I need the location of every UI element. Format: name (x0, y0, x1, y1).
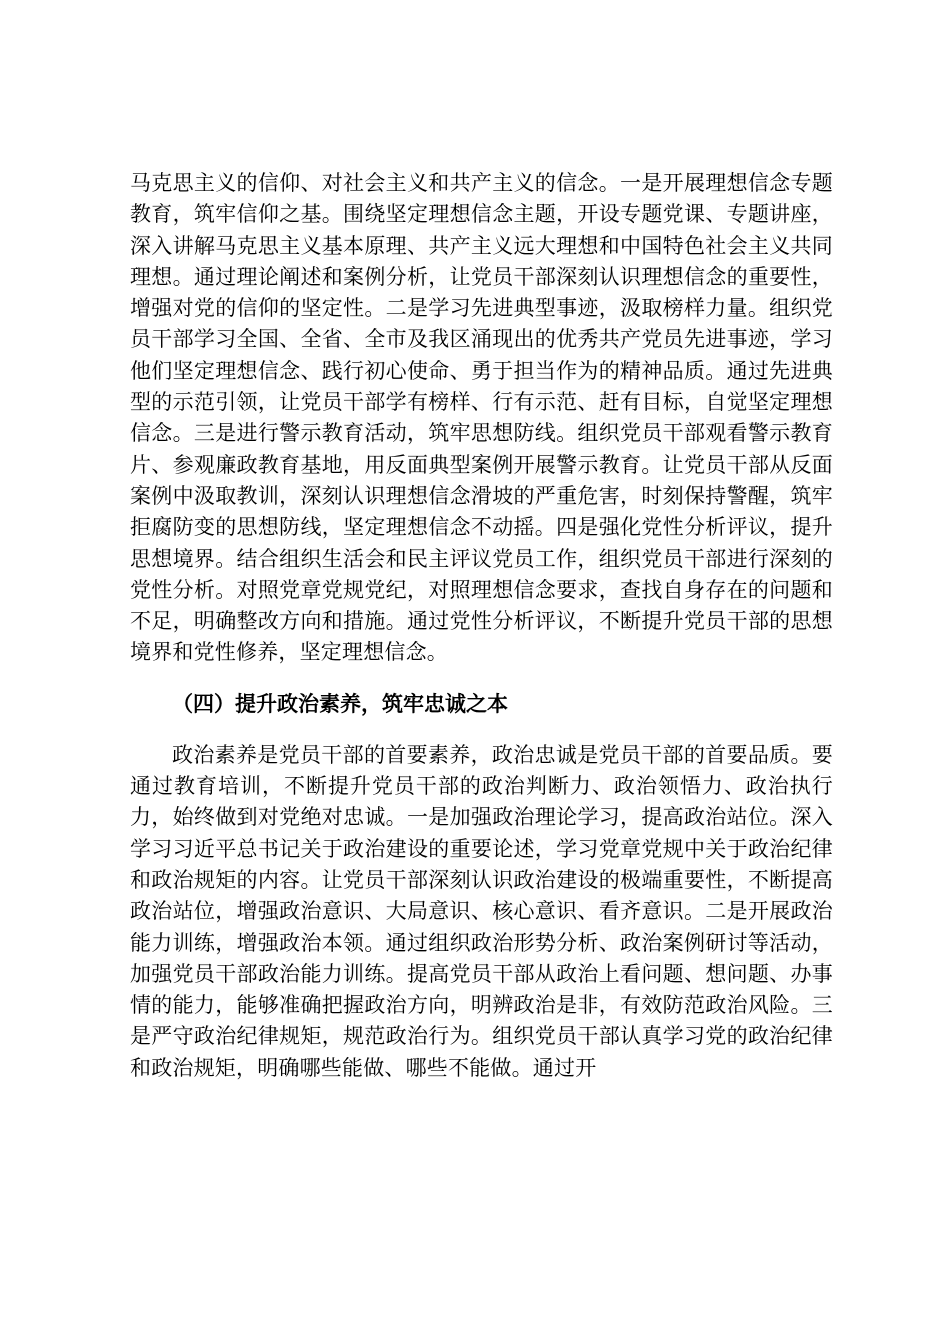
body-paragraph-continued: 马克思主义的信仰、对社会主义和共产主义的信念。一是开展理想信念专题教育，筑牢信仰之基。围绕坚定理想信念主题，开设专题党课、专题讲座，深入讲解马克思主义基本原理、共产主义远大理想和中国特色社会主义共同理想。通过理论阐述和案例分析，让党员干部深刻认识理想信念的重要性，增强对党的信仰的坚定性。二是学习先进典型事迹，汲取榜样力量。组织党员干部学习全国、全省、全市及我区涌现出的优秀共产党员先进事迹，学习他们坚定理想信念、践行初心使命、勇于担当作为的精神品质。通过先进典型的示范引领，让党员干部学有榜样、行有示范、赶有目标，自觉坚定理想信念。三是进行警示教育活动，筑牢思想防线。组织党员干部观看警示教育片、参观廉政教育基地，用反面典型案例开展警示教育。让党员干部从反面案例中汲取教训，深刻认识理想信念滑坡的严重危害，时刻保持警醒，筑牢拒腐防变的思想防线，坚定理想信念不动摇。四是强化党性分析评议，提升思想境界。结合组织生活会和民主评议党员工作，组织党员干部进行深刻的党性分析。对照党章党规党纪，对照理想信念要求，查找自身存在的问题和不足，明确整改方向和措施。通过党性分析评议，不断提升党员干部的思想境界和党性修养，坚定理想信念。 (130, 171, 833, 665)
document-page (130, 168, 833, 1084)
section-heading: （四）提升政治素养，筑牢忠诚之本 (172, 691, 508, 716)
body-paragraph: 政治素养是党员干部的首要素养，政治忠诚是党员干部的首要品质。要通过教育培训，不断提升党员干部的政治判断力、政治领悟力、政治执行力，始终做到对党绝对忠诚。一是加强政治理论学习，提高政治站位。深入学习习近平总书记关于政治建设的重要论述，学习党章党规中关于政治纪律和政治规矩的内容。让党员干部深刻认识政治建设的极端重要性，不断提高政治站位，增强政治意识、大局意识、核心意识、看齐意识。二是开展政治能力训练，增强政治本领。通过组织政治形势分析、政治案例研讨等活动，加强党员干部政治能力训练。提高党员干部从政治上看问题、想问题、办事情的能力，能够准确把握政治方向，明辨政治是非，有效防范政治风险。三是严守政治纪律规矩，规范政治行为。组织党员干部认真学习党的政治纪律和政治规矩，明确哪些能做、哪些不能做。通过开 (130, 742, 833, 1080)
